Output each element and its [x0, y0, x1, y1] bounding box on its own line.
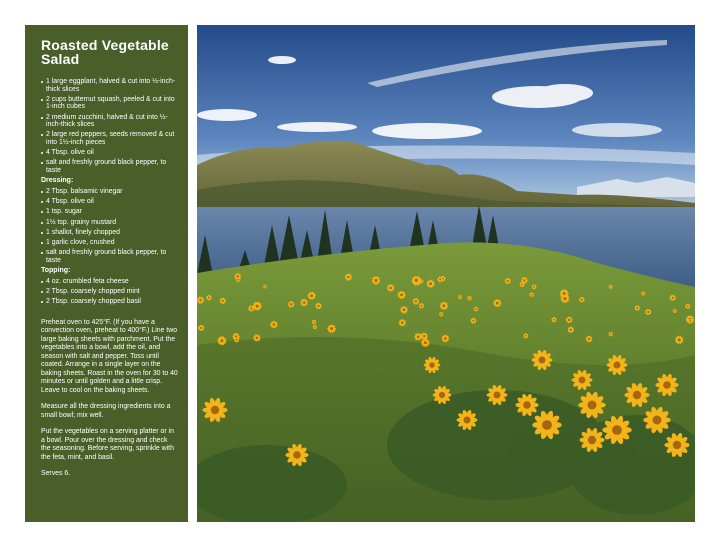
dressing-item: 1 shallot, finely chopped [41, 229, 178, 237]
topping-list [41, 278, 178, 306]
ingredient-item: salt and freshly ground black pepper, to taste [41, 159, 178, 174]
recipe-title: Roasted Vegetable Salad [41, 37, 169, 67]
topping-item: 4 oz. crumbled feta cheese [41, 278, 178, 286]
dressing-item: 1½ tsp. grainy mustard [41, 219, 178, 227]
ingredient-item: 2 large red peppers, seeds removed & cut into 1½-inch pieces [41, 131, 178, 146]
dressing-list [41, 188, 178, 264]
ingredients-list [41, 78, 178, 175]
topping-item: 2 Tbsp. coarsely chopped basil [41, 298, 178, 306]
landscape-photo [197, 25, 695, 522]
dressing-item: 1 tsp. sugar [41, 208, 178, 216]
topping-item: 2 Tbsp. coarsely chopped mint [41, 288, 178, 296]
instruction-paragraph: Put the vegetables on a serving platter or in a bowl. Pour over the dressing and check the seasoning. Before serving, sprinkle with the feta, mint, and basil. [41, 428, 174, 461]
dressing-item: 2 Tbsp. balsamic vinegar [41, 188, 178, 196]
ingredient-item: 1 large eggplant, halved & cut into ½-inch-thick slices [41, 78, 178, 93]
recipe-panel [25, 25, 188, 522]
instructions [41, 319, 178, 479]
ingredient-item: 2 medium zucchini, halved & cut into ½-inch-thick slices [41, 114, 178, 129]
ingredient-item: 4 Tbsp. olive oil [41, 149, 178, 157]
topping-heading: Topping: [41, 267, 71, 274]
instruction-paragraph: Measure all the dressing ingredients into a small bowl; mix well. [41, 403, 171, 419]
instruction-paragraph: Preheat oven to 425°F. (If you have a convection oven, preheat to 400°F.) Line two large baking sheets with parchment. Put the vegetables into a bowl, add the oil, and season with salt and pepper. Toss until coated. Arrange in a single layer on the baking sheets. Roast in the oven for 30 to 40 minutes or until golden and a little crisp. Leave to cool on the baking sheets. [41, 318, 178, 394]
dressing-item: salt and freshly ground black pepper, to taste [41, 249, 178, 264]
dressing-item: 4 Tbsp. olive oil [41, 198, 178, 206]
ingredient-item: 2 cups butternut squash, peeled & cut into 1-inch cubes [41, 96, 178, 111]
dressing-item: 1 garlic clove, crushed [41, 239, 178, 247]
servings-note: Serves 6. [41, 470, 71, 478]
dressing-heading: Dressing: [41, 177, 74, 185]
